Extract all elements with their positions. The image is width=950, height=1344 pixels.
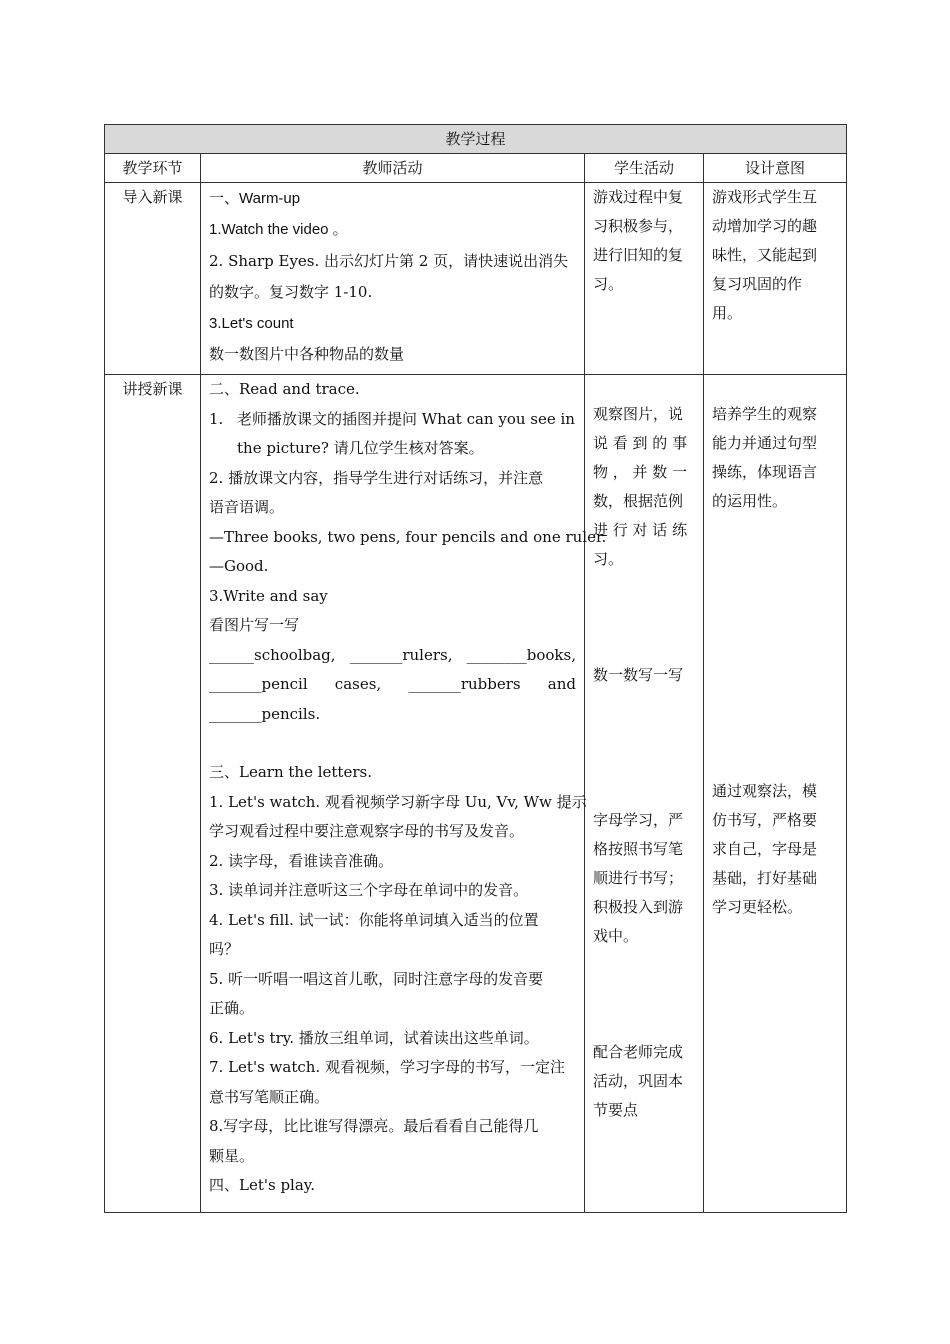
learn-item-1-line-1: 1. Let's watch. 观看视频学习新字母 Uu, Vv, Ww 提示 [209,792,587,811]
fill-blank-cases: cases, [334,675,382,693]
fill-blank-row-1 [209,641,576,671]
read-trace-item-1-num: 1. [209,409,224,428]
fill-blank-row-2 [209,670,576,700]
intent-intro-line-2: 动增加学习的趣 [712,217,818,235]
design-intent-new [704,375,847,1213]
stage-intro-label: 导入新课 [122,188,183,206]
learn-item-5-line-2: 正确。 [209,999,255,1017]
student-new-g3-line-2: 格按照书写笔 [593,840,684,858]
read-trace-item-1 [209,405,576,464]
spacer [593,690,695,806]
read-trace-item-1-line-2: the picture? 请几位学生核对答案。 [237,439,484,457]
intent-new-g2-line-5: 学习更轻松。 [712,898,803,916]
student-new-g1-line-1: 观察图片，说 [593,405,684,423]
spacer [593,951,695,1038]
intent-new-g1-line-2: 能力并通过句型 [712,434,818,452]
student-new-g2: 数一数写一写 [593,666,684,684]
intent-new-g2-line-4: 基础，打好基础 [712,869,818,887]
spacer [209,729,576,758]
student-new-g3-line-4: 积极投入到游 [593,898,684,916]
student-intro-line-2: 习积极参与， [593,217,684,235]
read-trace-item-2-line-2: 语音语调。 [209,498,285,516]
intent-new-g2-line-2: 仿书写，严格要 [712,811,818,829]
learn-item-6: 6. Let's try. 播放三组单词，试着读出这些单词。 [209,1028,539,1047]
student-new-g1-line-6: 习。 [593,550,624,568]
read-trace-item-1-line-1: 老师播放课文的插图并提问 What can you see in [237,409,575,428]
teaching-process-table [104,124,847,1213]
student-new-g4-line-1: 配合老师完成 [593,1043,684,1061]
intent-new-g1-line-1: 培养学生的观察 [712,405,818,423]
intent-new-g2-line-3: 求自己，字母是 [712,840,818,858]
warmup-heading: 一、Warm-up [209,190,301,207]
student-new-g3-line-5: 戏中。 [593,927,639,945]
spacer [593,574,695,661]
warmup-item-3: 3.Let's count [209,315,294,332]
learn-item-4-line-1: 4. Let's fill. 试一试：你能将单词填入适当的位置 [209,910,539,929]
fill-blank-and: and [547,675,576,693]
student-new-g1-line-4: 数，根据范例 [593,492,684,510]
header-design-intent: 设计意图 [704,154,847,183]
teacher-activity-intro [201,183,585,375]
fill-blank-rulers: _______rulers, [349,645,453,664]
lets-play-heading: 四、Let's play. [209,1176,316,1194]
intent-new-g2-line-1: 通过观察法，模 [712,782,818,800]
fill-blank-books: ________books, [466,645,576,664]
warmup-item-1: 1.Watch the video 。 [209,221,348,238]
design-intent-intro [704,183,847,375]
fill-blank-schoolbag: ______schoolbag, [209,645,336,664]
intent-intro-line-4: 复习巩固的作 [712,275,803,293]
student-new-g3-line-3: 顺进行书写； [593,869,684,887]
teacher-activity-new [201,375,607,1213]
warmup-item-2-cont: 的数字。复习数字 1-10. [209,283,373,301]
intent-new-g1-line-3: 操练，体现语言 [712,463,818,481]
student-intro-line-1: 游戏过程中复 [593,188,684,206]
learn-item-7-line-2: 意书写笔顺正确。 [209,1087,330,1106]
student-new-g1-line-5: 进 行 对 话 练 [593,521,688,539]
learn-item-3: 3. 读单词并注意听这三个字母在单词中的发音。 [209,881,529,899]
intent-new-g1-line-4: 的运用性。 [712,492,788,510]
fill-blank-row-3: _______pencils. [209,704,321,723]
learn-item-4-line-2: 吗？ [209,940,240,958]
write-say-heading: 3.Write and say [209,586,328,605]
intent-intro-line-1: 游戏形式学生互 [712,188,818,206]
warmup-item-2: 2. Sharp Eyes. 出示幻灯片第 2 页，请快速说出消失 [209,252,569,270]
student-new-g1-line-2: 说 看 到 的 事 [593,434,688,452]
header-stage: 教学环节 [105,154,201,183]
student-new-g3-line-1: 字母学习，严 [593,811,684,829]
learn-letters-heading: 三、Learn the letters. [209,763,372,781]
warmup-item-3-desc: 数一数图片中各种物品的数量 [209,345,405,363]
stage-new-lesson [105,375,201,1213]
intent-intro-line-5: 用。 [712,304,743,322]
dialog-line-2: —Good. [209,557,269,575]
stage-new-lesson-label: 讲授新课 [122,380,183,398]
student-activity-new [585,375,704,1213]
intent-intro-line-3: 味性，又能起到 [712,246,818,264]
learn-item-1-line-2: 学习观看过程中要注意观察字母的书写及发音。 [209,822,525,840]
student-new-g4-line-3: 节要点 [593,1101,639,1119]
fill-blank-pencil: _______pencil [209,675,308,693]
learn-item-7-line-1: 7. Let's watch. 观看视频，学习字母的书写，一定注 [209,1058,565,1076]
dialog-line-1: —Three books, two pens, four pencils and one ruler. [209,527,607,546]
student-new-g4-line-2: 活动，巩固本 [593,1072,684,1090]
learn-item-8-line-1: 8.写字母，比比谁写得漂亮。最后看看自己能得几 [209,1117,539,1135]
fill-blank-rubbers: _______rubbers [408,675,521,693]
learn-item-5-line-1: 5. 听一听唱一唱这首儿歌，同时注意字母的发音要 [209,969,544,988]
student-intro-line-4: 习。 [593,275,624,293]
student-activity-intro [585,183,704,375]
table-title: 教学过程 [105,125,847,154]
student-new-g1-line-3: 物 ， 并 数 一 [593,463,688,481]
stage-intro [105,183,201,375]
look-write-instruction: 看图片写一写 [209,616,300,634]
learn-item-2: 2. 读字母，看谁读音准确。 [209,851,394,870]
student-intro-line-3: 进行旧知的复 [593,246,684,264]
read-trace-item-2-line-1: 2. 播放课文内容，指导学生进行对话练习，并注意 [209,468,544,487]
header-teacher-activity: 教师活动 [201,154,585,183]
header-student-activity: 学生活动 [585,154,704,183]
learn-item-8-line-2: 颗星。 [209,1146,255,1165]
spacer [712,516,838,777]
read-trace-heading: 二、Read and trace. [209,380,360,398]
